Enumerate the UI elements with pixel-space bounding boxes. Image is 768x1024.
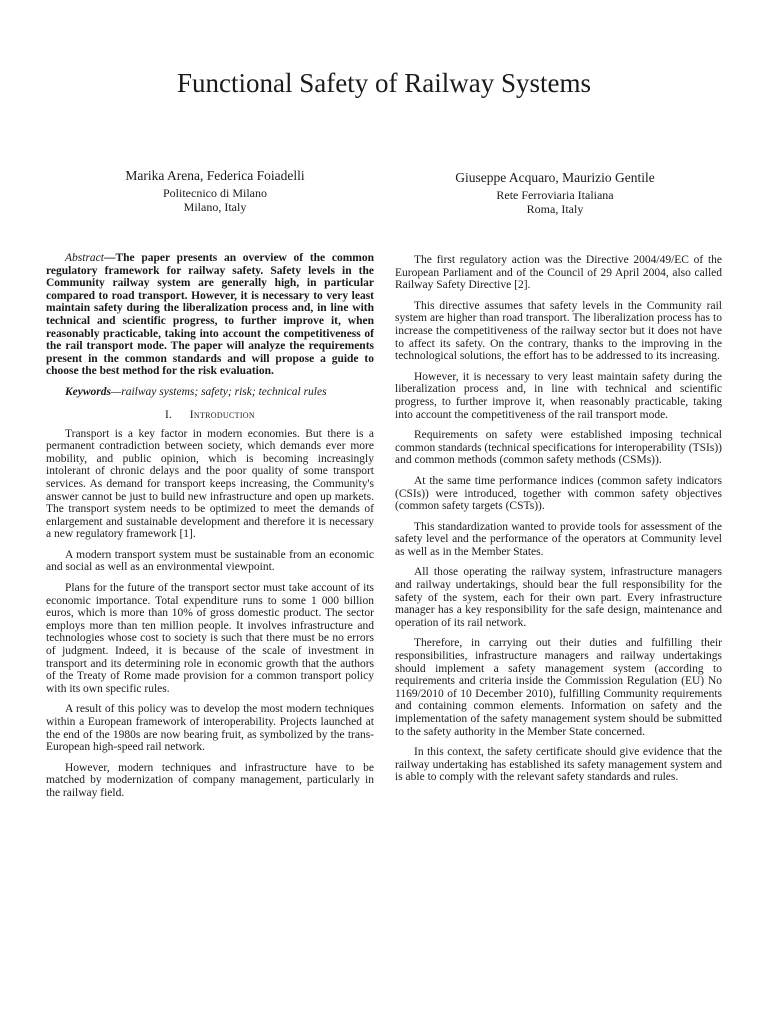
paragraph: In this context, the safety certificate should give evidence that the railway undertaking has established its safety management system and is able to comply with the relevant safety standards and rules. (395, 746, 722, 784)
author-block-right (400, 170, 710, 216)
paragraph: The first regulatory action was the Directive 2004/49/EC of the European Parliament and of the Council of 29 April 2004, also called Railway Safety Directive [2]. (395, 254, 722, 292)
keywords-label: Keywords (65, 385, 111, 398)
paragraph: All those operating the railway system, infrastructure managers and railway undertakings, should bear the full responsibility for the safety of the system, each for their own part. Every infrastructure manager has a key responsibility for the safe design, maintenance and operation of its rail network. (395, 566, 722, 629)
right-column (395, 254, 722, 792)
abstract-text: —The paper presents an overview of the common regulatory framework for railway safety. Safety levels in the Community railway system are generally high, in particular compared to road transport. However, it is necessary to very least maintain safety during the liberalization process and, in line with technical and scientific progress, to further improve it, when reasonably practicable, taking into account the competitiveness of the rail transport mode. The paper will analyze the requirements present in the common standards and will propose a guide to choose the best method for the risk evaluation. (46, 252, 374, 378)
paragraph: Requirements on safety were established imposing technical common standards (technical specifications for interoperability (TSIs)) and common methods (common safety methods (CSMs)). (395, 429, 723, 467)
author-block-left (60, 168, 370, 214)
abstract (46, 252, 374, 378)
author-names: Marika Arena, Federica Foiadelli (125, 168, 305, 183)
abstract-label: Abstract (65, 252, 104, 264)
paragraph: This standardization wanted to provide tools for assessment of the safety level and the performance of the operators at Community level as well as in the Member States. (395, 520, 722, 558)
author-location: Roma, Italy (526, 202, 584, 216)
author-affiliation: Politecnico di Milano (163, 186, 267, 200)
paragraph: However, it is necessary to very least maintain safety during the liberalization process and, in line with technical and scientific progress, to further improve it, when reasonably practicable, taking into account the competitiveness of the rail transport mode. (395, 370, 722, 421)
paragraph: Plans for the future of the transport sector must take account of its economic importance. Total expenditure runs to some 1 000 billion euros, which is more than 10% of gross domestic product. The sector employs more than ten million people. It involves infrastructure and technologies whose cost to society is such that there must be no errors of judgment. Indeed, it is because of the scale of investment in transport and its determining role in economic growth that the authors of the Treaty of Rome made provision for a common transport policy with its own specific rules. (46, 582, 374, 695)
section-heading (46, 409, 374, 422)
paper-title: Functional Safety of Railway Systems (177, 68, 591, 98)
paragraph: Therefore, in carrying out their duties and fulfilling their responsibilities, infrastructure managers and railway undertakings should implement a safety management system (according to requirements and criteria inside the Commission Regulation (EU) No 1169/2010 of 10 December 2010), fulfilling Community requirements and containing common elements. Information on safety and the implementation of the safety management system should be submitted to the safety authority in the Member State concerned. (395, 637, 722, 738)
paragraph: At the same time performance indices (common safety indicators (CSIs)) were introduced, together with common safety objectives (common safety targets (CSTs)). (395, 474, 722, 513)
paragraph: A modern transport system must be sustainable from an economic and social as well as an environmental viewpoint. (46, 548, 374, 574)
keywords (46, 386, 374, 399)
section-number: I. (165, 408, 172, 421)
author-affiliation: Rete Ferroviaria Italiana (496, 188, 614, 202)
paragraph: A result of this policy was to develop the most modern techniques within a European framework of interoperability. Projects launched at the end of the 1980s are now bearing fruit, as symbolized by the trans-European high-speed rail network. (46, 703, 374, 754)
section-title: Introduction (189, 408, 255, 421)
left-column (46, 252, 374, 808)
paragraph: Transport is a key factor in modern economies. But there is a permanent contradiction between society, which demands ever more mobility, and public opinion, which is becoming increasingly intolerant of chronic delays and the poor quality of some transport services. As demand for transport keeps increasing, the Community's answer cannot be just to build new infrastructure and open up markets. The transport system needs to be optimized to meet the demands of enlargement and sustainable development and therefore it is necessary a new regulatory framework [1]. (46, 427, 374, 541)
paragraph: This directive assumes that safety levels in the Community rail system are higher than road transport. The liberalization process has to increase the competitiveness of the railway sector but it does not have to affect its safety. On the contrary, thanks to the improving in the technological solutions, the effort has to be addressed to its increasing. (395, 299, 722, 363)
author-location: Milano, Italy (183, 200, 247, 214)
paragraph: However, modern techniques and infrastructure have to be matched by modernization of company management, particularly in the railway field. (46, 761, 374, 799)
author-names: Giuseppe Acquaro, Maurizio Gentile (455, 170, 655, 185)
keywords-text: —railway systems; safety; risk; technical rules (111, 385, 327, 398)
